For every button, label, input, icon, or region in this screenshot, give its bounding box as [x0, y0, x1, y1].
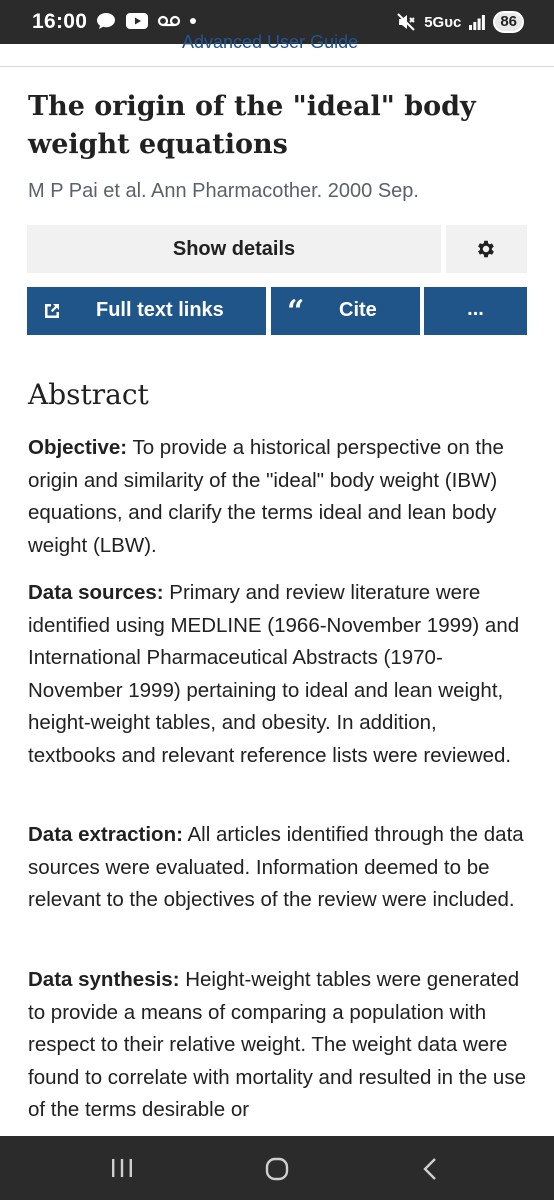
more-actions-button[interactable]: ...	[424, 287, 527, 335]
notification-dot-icon	[190, 18, 196, 24]
signal-icon	[469, 14, 485, 30]
youtube-icon	[126, 13, 148, 29]
message-icon	[96, 12, 116, 30]
article-title: The origin of the "ideal" body weight equations	[28, 91, 476, 160]
battery-indicator: 86	[493, 11, 524, 33]
back-icon[interactable]	[422, 1157, 438, 1181]
voicemail-icon	[158, 15, 180, 27]
section-label: Data synthesis:	[28, 968, 180, 991]
section-text: Height-weight tables were generated to provide a means of comparing a population with respect to their relative weight. The weight data were found to correlate with mortality and resulted in the use of the terms desirable or	[28, 968, 526, 1121]
article-authors: M P Pai et al. Ann Pharmacother. 2000 Sep.	[28, 180, 419, 202]
section-text: To provide a historical perspective on the origin and similarity of the "ideal" body weight (IBW) equations, and clarify the terms ideal and lean body weight (LBW).	[28, 436, 504, 557]
cite-button[interactable]	[271, 287, 420, 335]
abstract-data-synthesis	[28, 964, 526, 1127]
nav-peek[interactable]	[0, 32, 554, 67]
abstract-objective	[28, 432, 526, 562]
recent-apps-icon[interactable]	[110, 1158, 134, 1178]
system-icons	[396, 11, 524, 33]
abstract-data-extraction	[28, 819, 526, 917]
abstract-data-sources	[28, 577, 526, 772]
section-label: Data extraction:	[28, 823, 183, 846]
section-label: Objective:	[28, 436, 128, 459]
full-text-links-button[interactable]	[27, 287, 266, 335]
full-text-links-label: Full text links	[96, 299, 224, 321]
display-options-button[interactable]	[446, 225, 527, 273]
external-link-icon	[42, 301, 62, 321]
notification-icons	[96, 12, 196, 30]
section-text: All articles identified through the data sources were evaluated. Information deemed to be relevant to the objectives of the review were included.	[28, 823, 524, 911]
nav-peek-links[interactable]: Advanced User Guide	[182, 32, 359, 52]
cite-label: Cite	[339, 299, 377, 321]
abstract-heading: Abstract	[28, 378, 149, 411]
gear-icon	[475, 238, 497, 260]
home-icon[interactable]	[265, 1157, 289, 1181]
section-text: Primary and review literature were identified using MEDLINE (1966-November 1999) and International Pharmaceutical Abstracts (1970-November 1999) pertaining to ideal and lean weight, height-weight tables, and obesity. In addition, textbooks and relevant reference lists were reviewed.	[28, 581, 520, 767]
quote-icon: “	[287, 294, 305, 329]
show-details-button[interactable]: Show details	[27, 225, 441, 273]
clock: 16:00	[32, 10, 88, 33]
section-label: Data sources:	[28, 581, 164, 604]
network-label: 5Gᴜᴄ	[424, 13, 462, 31]
navigation-bar	[0, 1136, 554, 1200]
mute-icon	[396, 12, 416, 32]
